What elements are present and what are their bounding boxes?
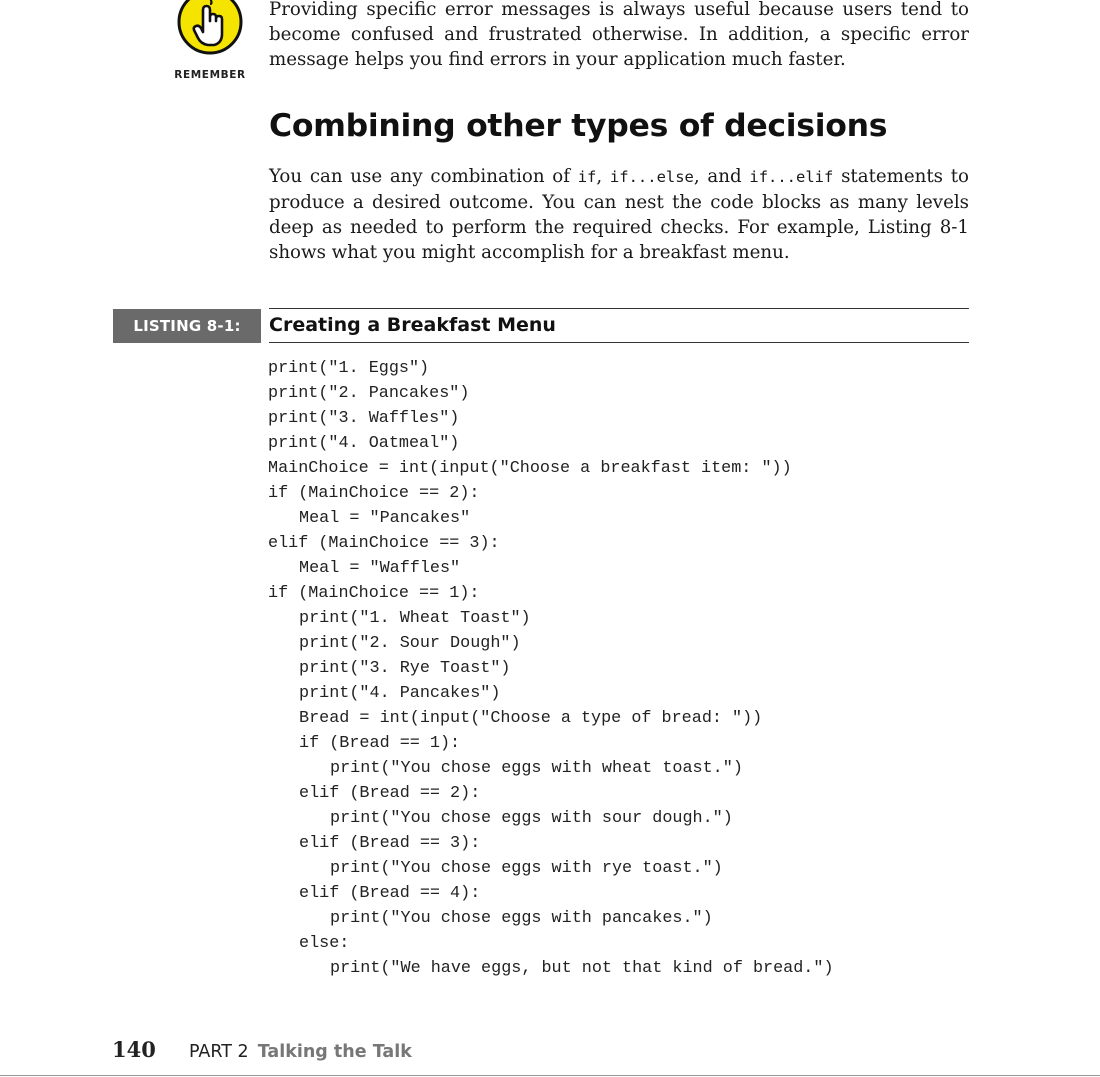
code-line: if (MainChoice == 2): bbox=[268, 484, 480, 503]
code-line: print("We have eggs, but not that kind of bread.") bbox=[330, 959, 834, 978]
para-text: You can use any combination of bbox=[269, 166, 578, 187]
listing-title: Creating a Breakfast Menu bbox=[269, 314, 556, 336]
body-paragraph bbox=[269, 164, 969, 265]
code-line: print("You chose eggs with sour dough.") bbox=[330, 809, 733, 828]
code-line: print("3. Waffles") bbox=[268, 409, 460, 428]
listing-label: LISTING 8-1: bbox=[113, 309, 261, 343]
code-line: print("1. Wheat Toast") bbox=[299, 609, 531, 628]
code-line: print("1. Eggs") bbox=[268, 359, 430, 378]
para-text: , bbox=[596, 166, 610, 187]
code-line: print("4. Oatmeal") bbox=[268, 434, 460, 453]
code-line: elif (MainChoice == 3): bbox=[268, 534, 500, 553]
code-line: print("2. Pancakes") bbox=[268, 384, 470, 403]
pointing-finger-icon bbox=[176, 0, 244, 56]
section-heading: Combining other types of decisions bbox=[269, 108, 888, 144]
remember-text: Providing specific error messages is always useful because users tend to become confused and frustrated otherwise. In addition, a specific error message helps you find errors in your application much faster. bbox=[269, 0, 969, 70]
code-line: print("You chose eggs with wheat toast.") bbox=[330, 759, 743, 778]
listing-top-rule bbox=[269, 308, 969, 309]
remember-label: REMEMBER bbox=[174, 69, 246, 81]
inline-code-if-elif: if...elif bbox=[749, 168, 834, 186]
code-line: if (MainChoice == 1): bbox=[268, 584, 480, 603]
listing-bottom-rule bbox=[269, 342, 969, 343]
part-title: Talking the Talk bbox=[257, 1042, 412, 1062]
code-line: print("2. Sour Dough") bbox=[299, 634, 521, 653]
part-label: PART 2 bbox=[188, 1042, 249, 1062]
code-line: Bread = int(input("Choose a type of bread: ")) bbox=[299, 709, 763, 728]
code-line: MainChoice = int(input("Choose a breakfast item: ")) bbox=[268, 459, 792, 478]
code-line: print("4. Pancakes") bbox=[299, 684, 501, 703]
code-line: elif (Bread == 4): bbox=[299, 884, 481, 903]
code-line: Meal = "Waffles" bbox=[299, 559, 461, 578]
code-line: else: bbox=[299, 934, 350, 953]
para-text: statements to produce a desired outcome. You can nest the code blocks as many levels deep as needed to perform the required checks. For example, Listing 8-1 shows what you might accomplish for a breakfast menu. bbox=[269, 166, 969, 263]
code-line: elif (Bread == 2): bbox=[299, 784, 481, 803]
code-listing bbox=[268, 356, 834, 981]
inline-code-if-else: if...else bbox=[609, 168, 694, 186]
code-line: elif (Bread == 3): bbox=[299, 834, 481, 853]
footer-rule bbox=[0, 1075, 1100, 1076]
code-line: if (Bread == 1): bbox=[299, 734, 461, 753]
para-text: , and bbox=[693, 166, 750, 187]
inline-code-if: if bbox=[577, 168, 597, 186]
code-line: Meal = "Pancakes" bbox=[299, 509, 471, 528]
code-line: print("You chose eggs with rye toast.") bbox=[330, 859, 723, 878]
code-line: print("3. Rye Toast") bbox=[299, 659, 511, 678]
page-footer bbox=[112, 1037, 412, 1067]
code-line: print("You chose eggs with pancakes.") bbox=[330, 909, 713, 928]
page-number: 140 bbox=[112, 1037, 156, 1062]
